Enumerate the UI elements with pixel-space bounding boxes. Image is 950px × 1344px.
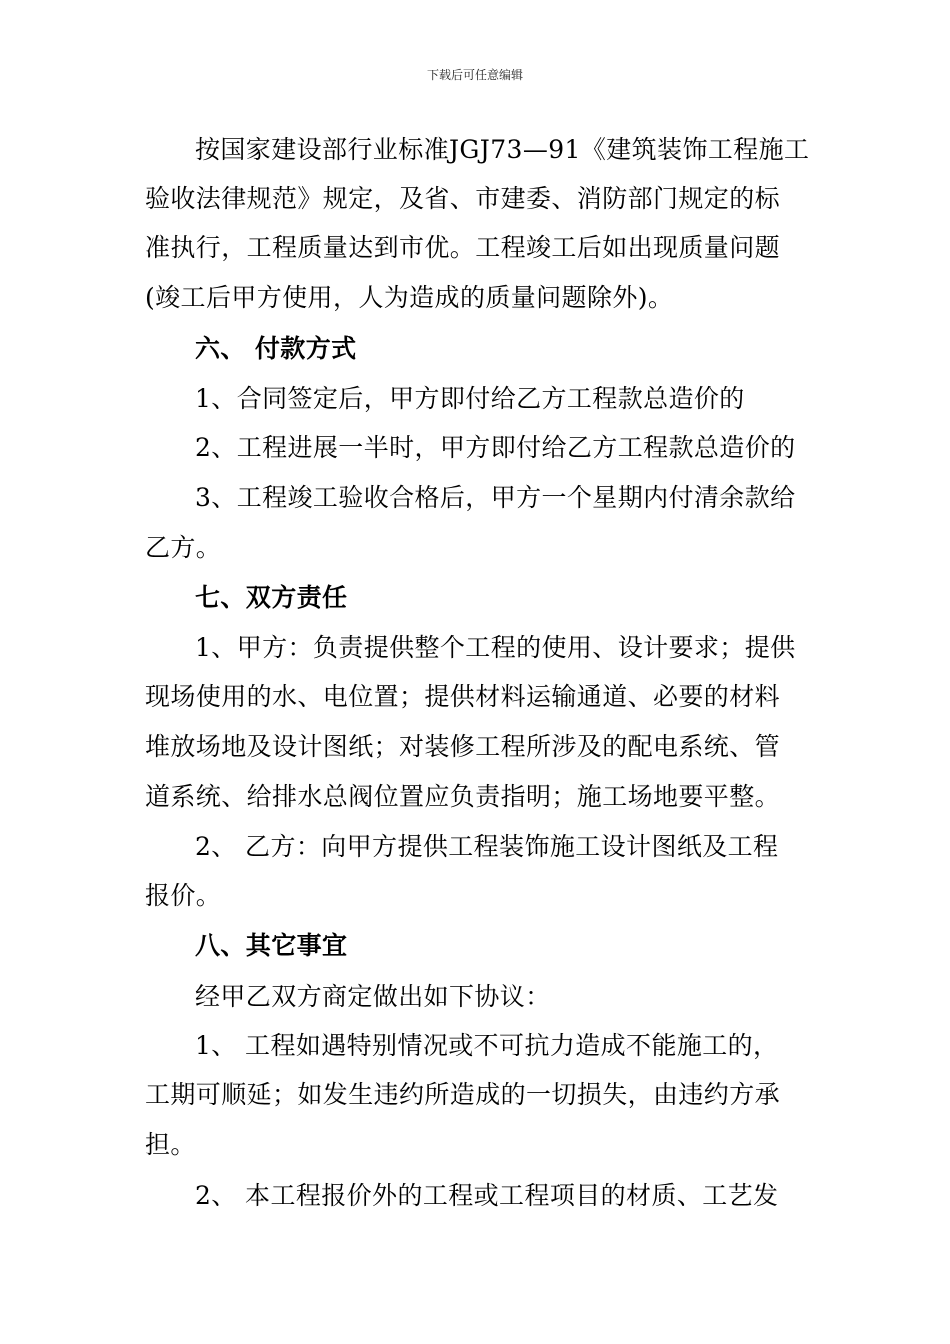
list-item: 1、合同签定后，甲方即付给乙方工程款总造价的 [195,384,745,413]
list-item: 2、 乙方：向甲方提供工程装饰施工设计图纸及工程 [195,832,779,861]
paragraph-line: 担。 [145,1130,196,1159]
list-item: 3、工程竣工验收合格后，甲方一个星期内付清余款给 [195,483,796,512]
list-item: 2、 本工程报价外的工程或工程项目的材质、工艺发 [195,1181,779,1210]
paragraph-line: 堆放场地及设计图纸；对装修工程所涉及的配电系统、管 [145,732,781,761]
list-item: 1、 工程如遇特别情况或不可抗力造成不能施工的， [195,1031,779,1060]
paragraph-line: 报价。 [145,881,222,910]
paragraph-line: 验收法律规范》规定，及省、市建委、消防部门规定的标 [145,184,781,213]
section-heading-responsibilities: 七、双方责任 [195,583,348,612]
list-item: 2、工程进展一半时，甲方即付给乙方工程款总造价的 [195,433,796,462]
section-heading-payment: 六、 付款方式 [195,334,357,363]
paragraph-line: (竣工后甲方使用，人为造成的质量问题除外)。 [145,283,674,312]
paragraph-line: 经甲乙双方商定做出如下协议： [195,982,551,1011]
paragraph-line: 工期可顺延；如发生违约所造成的一切损失，由违约方承 [145,1080,781,1109]
list-item: 1、甲方：负责提供整个工程的使用、设计要求；提供 [195,633,796,662]
paragraph-line: 现场使用的水、电位置；提供材料运输通道、必要的材料 [145,682,781,711]
page-header: 下载后可任意编辑 [426,68,523,82]
paragraph-line: 按国家建设部行业标准JGJ73—91《建筑装饰工程施工 [195,135,810,164]
section-heading-other-matters: 八、其它事宜 [195,931,348,960]
paragraph-line: 道系统、给排水总阀位置应负责指明；施工场地要平整。 [145,782,781,811]
paragraph-line: 准执行，工程质量达到市优。工程竣工后如出现质量问题 [145,233,781,262]
paragraph-line: 乙方。 [145,533,222,562]
